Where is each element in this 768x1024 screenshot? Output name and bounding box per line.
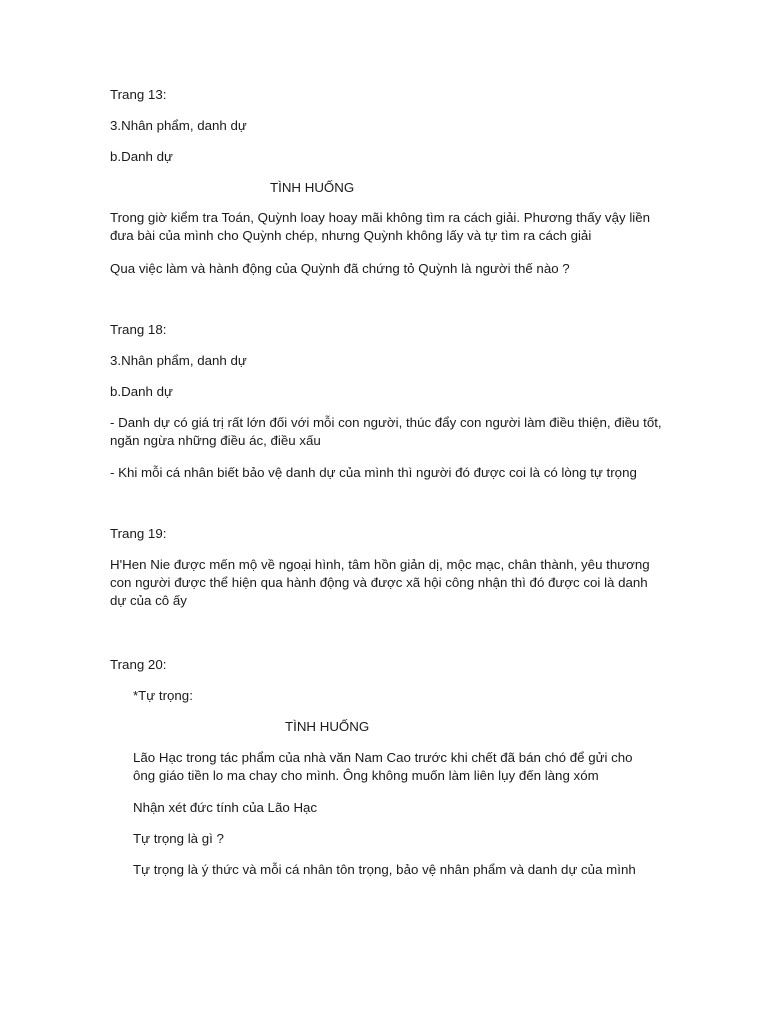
paragraph-text: H'Hen Nie được mến mộ về ngoại hình, tâm hồn giản dị, mộc mạc, chân thành, yêu thương con người được thể hiện qua hành động và được xã hội công nhận thì đó được coi là danh dự của cô ấy bbox=[110, 557, 650, 608]
bullet-item: - Danh dự có giá trị rất lớn đối với mỗi con người, thúc đẩy con người làm điều thiện, điều tốt, ngăn ngừa những điều ác, điều xấu bbox=[110, 415, 662, 448]
heading-nhan-pham: 3.Nhân phẩm, danh dự bbox=[110, 353, 247, 368]
bullet-item: - Khi mỗi cá nhân biết bảo vệ danh dự của mình thì người đó được coi là có lòng tự trọng bbox=[110, 465, 637, 480]
situation-title: TÌNH HUỐNG bbox=[285, 719, 370, 734]
page-label-20: Trang 20: bbox=[110, 657, 167, 672]
situation-text: Trong giờ kiểm tra Toán, Quỳnh loay hoay mãi không tìm ra cách giải. Phương thấy vậy liền đưa bài của mình cho Quỳnh chép, nhưng Quỳnh không lấy và tự tìm ra cách giải bbox=[110, 210, 651, 243]
prompt-text: Nhận xét đức tính của Lão Hạc bbox=[133, 800, 318, 815]
page-label-18: Trang 18: bbox=[110, 322, 167, 337]
prompt-text: Tự trọng là gì ? bbox=[133, 831, 224, 846]
heading-danh-du: b.Danh dự bbox=[110, 384, 173, 399]
situation-title: TÌNH HUỐNG bbox=[270, 180, 355, 195]
answer-text: Tự trọng là ý thức và mỗi cá nhân tôn trọng, bảo vệ nhân phẩm và danh dự của mình bbox=[133, 862, 636, 877]
situation-text: Lão Hạc trong tác phẩm của nhà văn Nam Cao trước khi chết đã bán chó để gửi cho ông giáo tiền lo ma chay cho mình. Ông không muốn làm liên lụy đến làng xóm bbox=[133, 750, 633, 783]
question-text: Qua việc làm và hành động của Quỳnh đã chứng tỏ Quỳnh là người thế nào ? bbox=[110, 261, 570, 276]
heading-nhan-pham: 3.Nhân phẩm, danh dự bbox=[110, 118, 247, 133]
page-label-13: Trang 13: bbox=[110, 87, 167, 102]
heading-danh-du: b.Danh dự bbox=[110, 149, 173, 164]
page-label-19: Trang 19: bbox=[110, 526, 167, 541]
subheading-tu-trong: *Tự trọng: bbox=[133, 688, 193, 703]
